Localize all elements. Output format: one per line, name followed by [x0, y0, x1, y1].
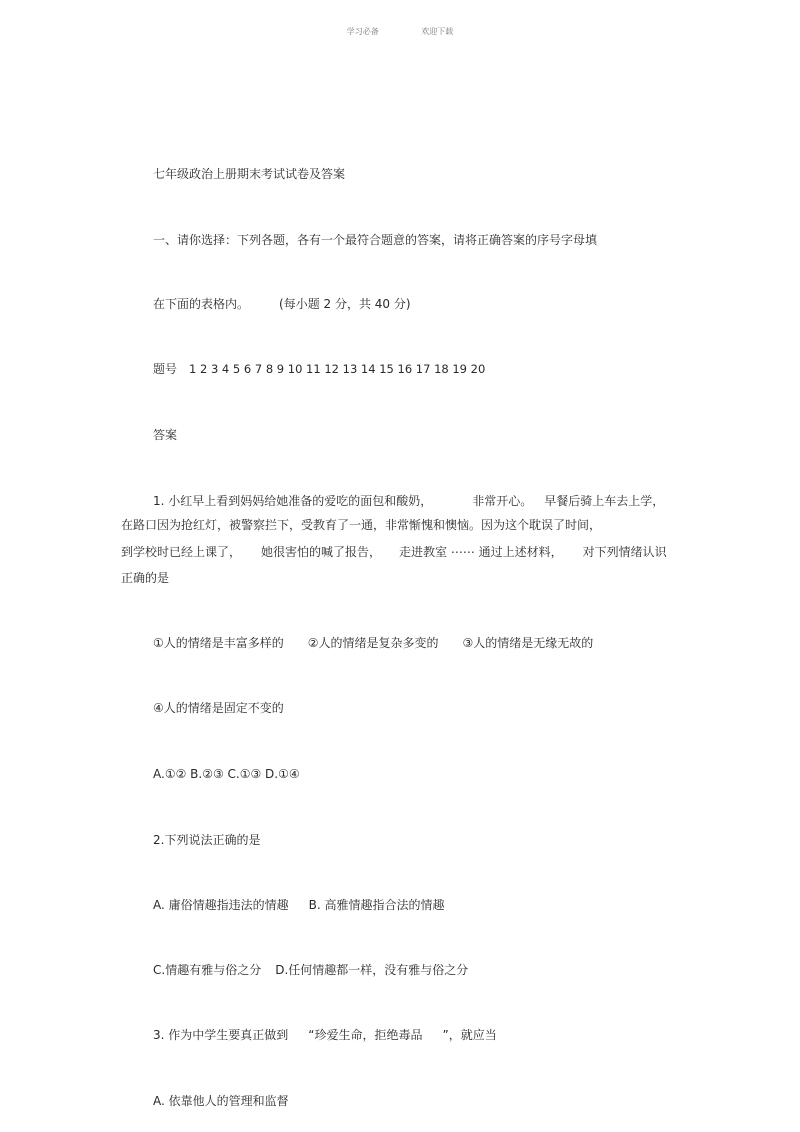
q2-stem: 2.下列说法正确的是 — [153, 833, 261, 847]
header-right-text: 欢迎下载 — [421, 27, 454, 36]
q3-option-a: A. 依靠他人的管理和监督 — [153, 1094, 289, 1108]
q1-option-1: ①人的情绪是丰富多样的 — [153, 636, 284, 650]
q1-line3-b: 她很害怕的喊了报告， — [261, 545, 382, 559]
q1-line3-c: 走进教室 ⋯⋯ 通过上述材料， — [399, 545, 563, 559]
q1-line3 — [121, 545, 667, 559]
question-numbers: 1 2 3 4 5 6 7 8 9 10 11 12 13 14 15 16 17 18 19 20 — [189, 362, 486, 376]
q1-line1-a: 1. 小红早上看到妈妈给她准备的爱吃的面包和酸奶， — [153, 494, 433, 508]
page-header — [0, 26, 800, 37]
q1-line3-a: 到学校时已经上课了， — [121, 545, 242, 559]
q3-stem-c: ”，就应当 — [442, 1028, 497, 1042]
header-left-text: 学习必备 — [346, 27, 379, 36]
question-number-label: 题号 — [153, 362, 178, 376]
q2-option-c: C.情趣有雅与俗之分 — [153, 963, 262, 977]
q1-choices: A.①② B.②③ C.①③ D.①④ — [153, 767, 300, 781]
q3-stem — [153, 1028, 497, 1042]
answer-label: 答案 — [153, 428, 178, 442]
answer-table-header-row — [153, 362, 485, 376]
section1-instruction-line2 — [153, 297, 411, 311]
q1-option-2: ②人的情绪是复杂多变的 — [307, 636, 439, 650]
q1-line3-d: 对下列情绪认识 — [582, 545, 667, 559]
q3-stem-a: 3. 作为中学生要真正做到 — [153, 1028, 289, 1042]
q1-option-4: ④人的情绪是固定不变的 — [153, 701, 284, 715]
q1-line1 — [153, 494, 664, 508]
q2-option-d: D.任何情趣都一样，没有雅与俗之分 — [275, 963, 469, 977]
q1-line1-c: 早餐后骑上车去上学， — [544, 494, 665, 508]
section1-score-note: (每小题 2 分，共 40 分) — [279, 297, 411, 311]
q1-option-3: ③人的情绪是无缘无故的 — [462, 636, 594, 650]
q1-line1-b: 非常开心。 — [472, 494, 533, 508]
q2-option-b: B. 高雅情趣指合法的情趣 — [308, 898, 445, 912]
q1-line2: 在路口因为抢红灯，被警察拦下，受教育了一通，非常惭愧和懊恼。因为这个耽误了时间， — [121, 518, 602, 532]
q2-option-a: A. 庸俗情趣指违法的情趣 — [153, 898, 289, 912]
q1-options-row1 — [153, 636, 593, 650]
section1-instruction-line2-a: 在下面的表格内。 — [153, 297, 250, 311]
q2-options-row1 — [153, 898, 445, 912]
q3-stem-b: “珍爱生命，拒绝毒品 — [308, 1028, 423, 1042]
q2-options-row2 — [153, 963, 468, 977]
document-title: 七年级政治上册期末考试试卷及答案 — [153, 167, 346, 181]
section1-instruction-line1: 一、请你选择：下列各题，各有一个最符合题意的答案，请将正确答案的序号字母填 — [153, 233, 598, 247]
q1-line4: 正确的是 — [121, 571, 170, 585]
